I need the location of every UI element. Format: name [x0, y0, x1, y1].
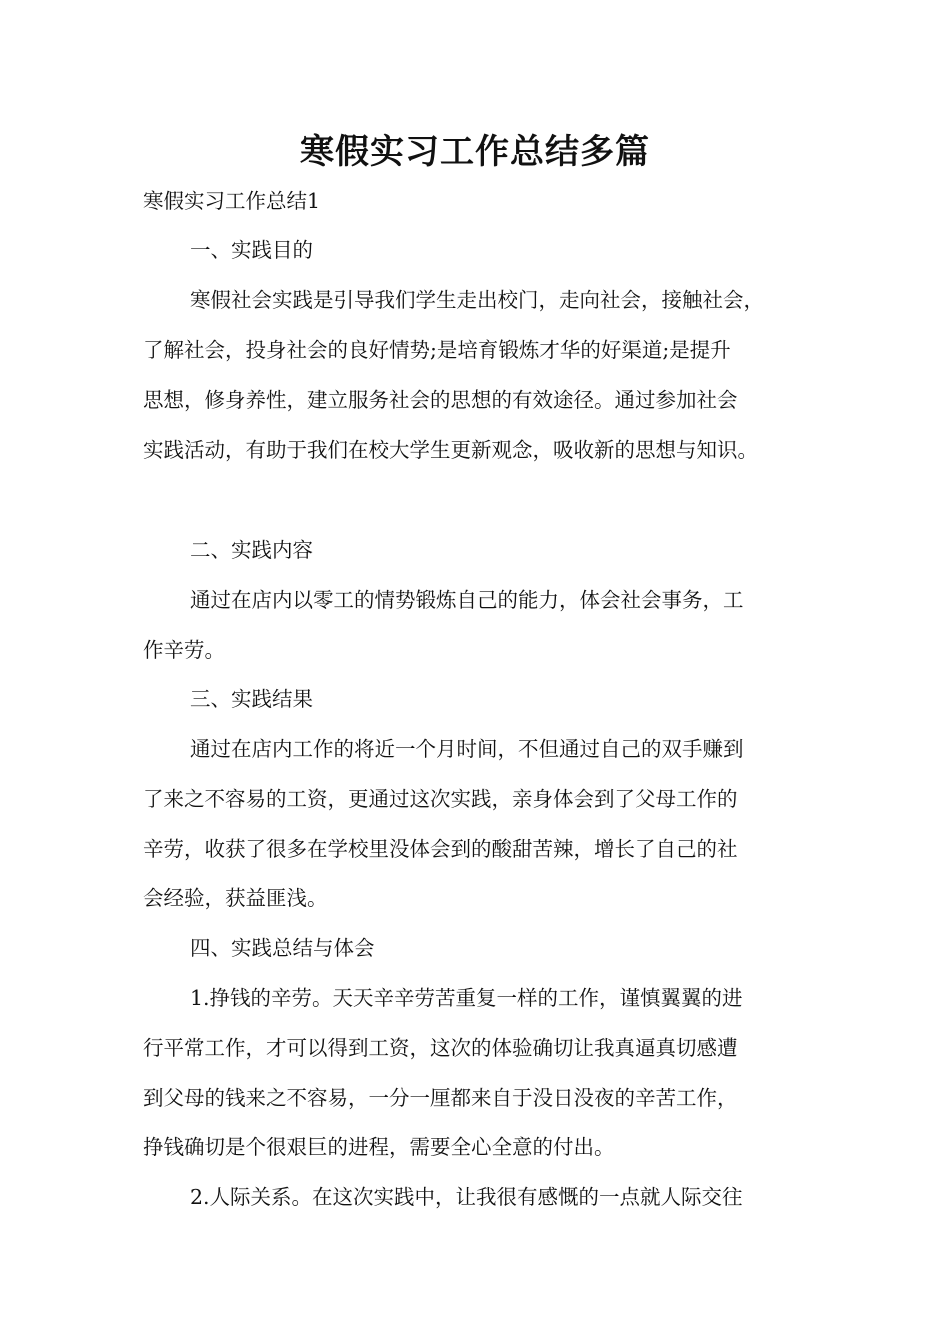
paragraph-line: 2.人际关系。在这次实践中，让我很有感慨的一点就人际交往 — [190, 1185, 743, 1209]
paragraph-line: 会经验，获益匪浅。 — [143, 886, 328, 910]
paragraph-line: 寒假社会实践是引导我们学生走出校门，走向社会，接触社会， — [190, 288, 764, 312]
section-heading: 寒假实习工作总结1 — [143, 189, 321, 213]
paragraph-line: 通过在店内工作的将近一个月时间，不但通过自己的双手赚到 — [190, 737, 744, 761]
subheading: 四、实践总结与体会 — [190, 936, 375, 960]
paragraph-line: 思想，修身养性，建立服务社会的思想的有效途径。通过参加社会 — [143, 388, 738, 412]
paragraph-line: 作辛劳。 — [143, 638, 225, 662]
paragraph-line: 到父母的钱来之不容易，一分一厘都来自于没日没夜的辛苦工作， — [143, 1086, 738, 1110]
paragraph-line: 辛劳，收获了很多在学校里没体会到的酸甜苦辣，增长了自己的社 — [143, 837, 738, 861]
paragraph-line: 实践活动，有助于我们在校大学生更新观念，吸收新的思想与知识。 — [143, 438, 758, 462]
paragraph-line: 了解社会，投身社会的良好情势;是培育锻炼才华的好渠道;是提升 — [143, 338, 731, 362]
paragraph-line: 挣钱确切是个很艰巨的进程，需要全心全意的付出。 — [143, 1135, 615, 1159]
paragraph-line: 行平常工作，才可以得到工资，这次的体验确切让我真逼真切感遭 — [143, 1036, 738, 1060]
paragraph-line: 通过在店内以零工的情势锻炼自己的能力，体会社会事务，工 — [190, 588, 744, 612]
subheading: 一、实践目的 — [190, 238, 313, 262]
document-title: 寒假实习工作总结多篇 — [300, 132, 650, 172]
subheading: 三、实践结果 — [190, 687, 313, 711]
paragraph-line: 1.挣钱的辛劳。天天辛辛劳苦重复一样的工作，谨慎翼翼的进 — [190, 986, 743, 1010]
subheading: 二、实践内容 — [190, 538, 313, 562]
paragraph-line: 了来之不容易的工资，更通过这次实践，亲身体会到了父母工作的 — [143, 787, 738, 811]
